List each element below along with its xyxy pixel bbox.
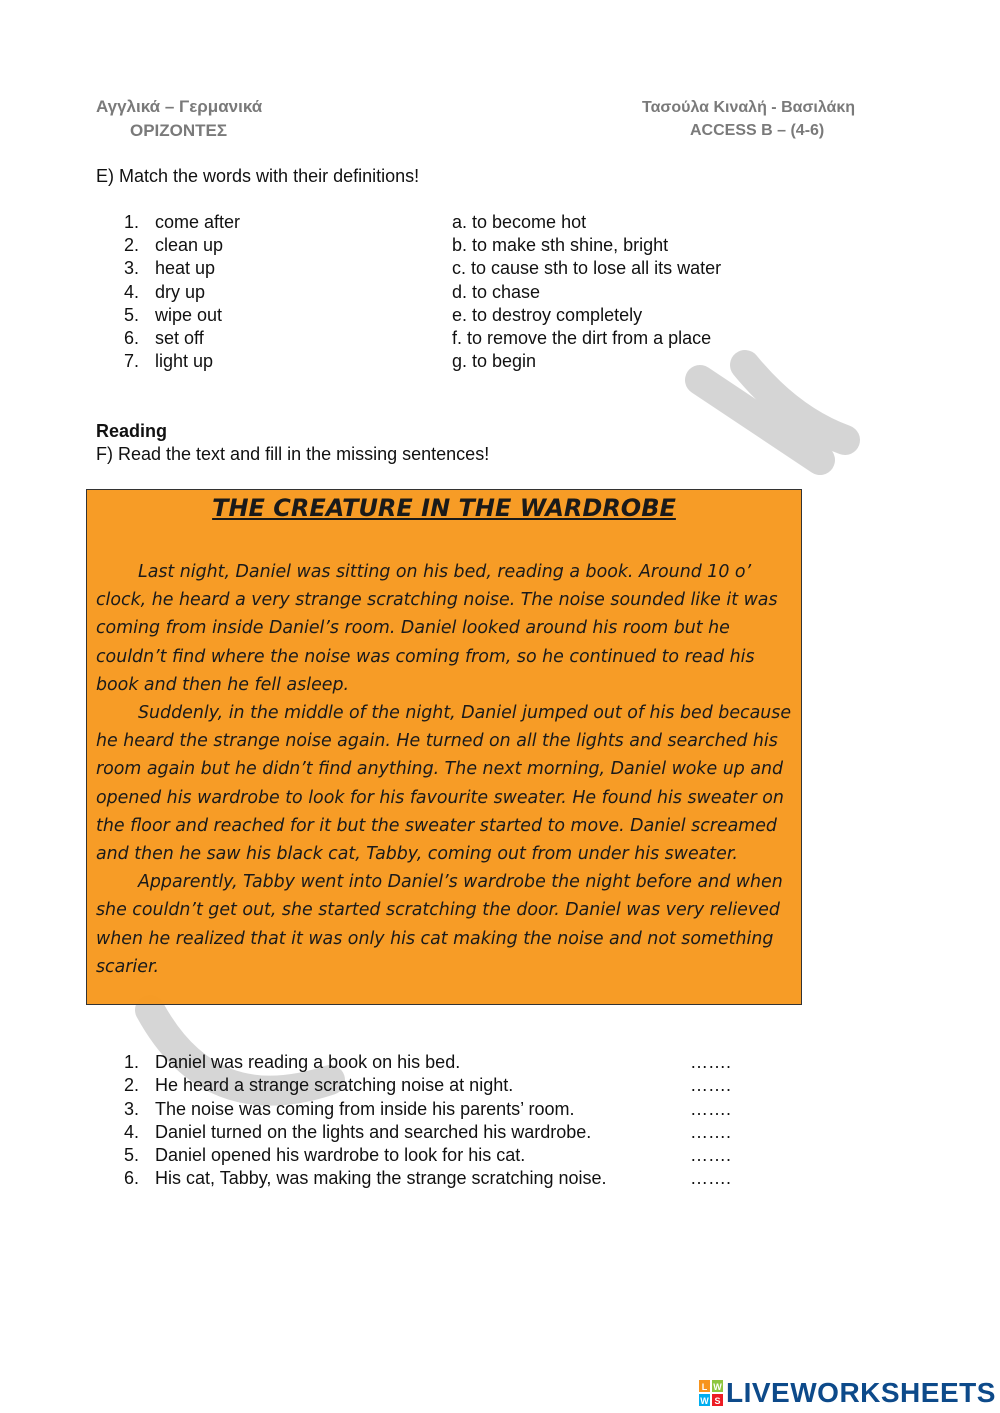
- match-number: 5.: [124, 304, 140, 325]
- match-word: clean up: [155, 235, 224, 256]
- match-number: 1.: [124, 212, 140, 232]
- match-number: 2.: [124, 235, 140, 256]
- answer-blank[interactable]: …….: [690, 1098, 732, 1119]
- liveworksheets-logo-icon: [698, 1379, 724, 1407]
- story-paragraph: Last night, Daniel was sitting on his bed, reading a book. Around 10 o’ clock, he heard a very strange scratching noise. The noise sounded like it was coming from inside Daniel’s room. Daniel looked around his room but he couldn’t find where the noise was coming from, so he continued to read his book and then he fell asleep.: [96, 562, 778, 695]
- match-word: come after: [155, 212, 241, 232]
- section-e-instruction: E) Match the words with their definitions!: [96, 166, 420, 186]
- logo-tile: L: [698, 1379, 711, 1393]
- liveworksheets-logo[interactable]: [698, 1376, 996, 1410]
- statement-number: 2.: [124, 1075, 140, 1096]
- match-definition[interactable]: a. to become hot: [452, 212, 587, 232]
- statement-text: His cat, Tabby, was making the strange scratching noise.: [155, 1168, 607, 1189]
- match-item: [124, 328, 804, 351]
- statement-number: 5.: [124, 1145, 140, 1166]
- match-word: set off: [155, 327, 204, 348]
- statement-number: 3.: [124, 1098, 140, 1119]
- statement-text: Daniel opened his wardrobe to look for his cat.: [155, 1145, 526, 1166]
- statement-item: [124, 1099, 764, 1122]
- section-f-instruction: F) Read the text and fill in the missing sentences!: [96, 444, 490, 464]
- match-number: 4.: [124, 281, 140, 302]
- answer-blank[interactable]: …….: [690, 1075, 732, 1096]
- reading-heading: Reading: [96, 421, 168, 441]
- answer-blank[interactable]: …….: [690, 1052, 732, 1072]
- match-word: light up: [155, 351, 214, 372]
- match-number: 3.: [124, 258, 140, 279]
- header-subject: Αγγλικά – Γερμανικά: [96, 97, 263, 116]
- header-teacher: Τασούλα Κιναλή - Βασιλάκη: [642, 99, 856, 116]
- statement-number: 1.: [124, 1052, 140, 1072]
- match-definition[interactable]: g. to begin: [452, 351, 537, 372]
- match-definition[interactable]: c. to cause sth to lose all its water: [452, 258, 722, 279]
- logo-text: LIVEWORKSHEETS: [726, 1377, 996, 1408]
- story-paragraph: Suddenly, in the middle of the night, Daniel jumped out of his bed because he heard the strange noise again. He turned on all the lights and searched his room again but he didn’t find anything. The next morning, Daniel woke up and opened his wardrobe to look for his favourite sweater. He found his sweater on the floor and reached for it but the sweater started to move. Daniel screamed and then he saw his black cat, Tabby, coming out from under his sweater.: [96, 703, 792, 865]
- statement-text: The noise was coming from inside his parents’ room.: [155, 1098, 575, 1119]
- header-course: ACCESS B – (4-6): [690, 122, 825, 139]
- statement-item: [124, 1075, 764, 1098]
- story-box: [86, 489, 802, 1005]
- match-definition[interactable]: f. to remove the dirt from a place: [452, 327, 712, 348]
- logo-tile: S: [711, 1393, 724, 1407]
- match-item: [124, 258, 804, 281]
- match-number: 6.: [124, 327, 140, 348]
- match-definition[interactable]: e. to destroy completely: [452, 304, 643, 325]
- answer-blank[interactable]: …….: [690, 1121, 732, 1142]
- story-title: THE CREATURE IN THE WARDROBE: [212, 494, 676, 522]
- logo-tile: W: [698, 1393, 711, 1407]
- statement-list: [124, 1052, 764, 1192]
- statement-item: [124, 1052, 764, 1075]
- statement-item: [124, 1145, 764, 1168]
- match-item: [124, 282, 804, 305]
- match-item: [124, 351, 804, 374]
- match-item: [124, 305, 804, 328]
- statement-item: [124, 1122, 764, 1145]
- answer-blank[interactable]: …….: [690, 1145, 732, 1166]
- match-word: heat up: [155, 258, 216, 279]
- statement-text: He heard a strange scratching noise at night.: [155, 1075, 514, 1096]
- logo-tile: W: [711, 1379, 724, 1393]
- statement-text: Daniel was reading a book on his bed.: [155, 1052, 461, 1072]
- story-body: [96, 558, 793, 981]
- match-definition[interactable]: d. to chase: [452, 281, 541, 302]
- statement-number: 4.: [124, 1121, 140, 1142]
- match-word: dry up: [155, 281, 206, 302]
- header-school: ΟΡΙΖΟΝΤΕΣ: [130, 121, 228, 140]
- answer-blank[interactable]: …….: [690, 1168, 732, 1189]
- match-number: 7.: [124, 351, 140, 372]
- match-definition[interactable]: b. to make sth shine, bright: [452, 235, 669, 256]
- statement-item: [124, 1168, 764, 1191]
- story-paragraph: Apparently, Tabby went into Daniel’s wardrobe the night before and when she couldn’t get out, she started scratching the door. Daniel was very relieved when he realized that it was only his cat making the noise and not something scarier.: [96, 872, 783, 977]
- statement-text: Daniel turned on the lights and searched his wardrobe.: [155, 1121, 592, 1142]
- match-item: [124, 235, 804, 258]
- statement-number: 6.: [124, 1168, 140, 1189]
- matching-list: [124, 212, 804, 374]
- match-item: [124, 212, 804, 235]
- match-word: wipe out: [155, 304, 223, 325]
